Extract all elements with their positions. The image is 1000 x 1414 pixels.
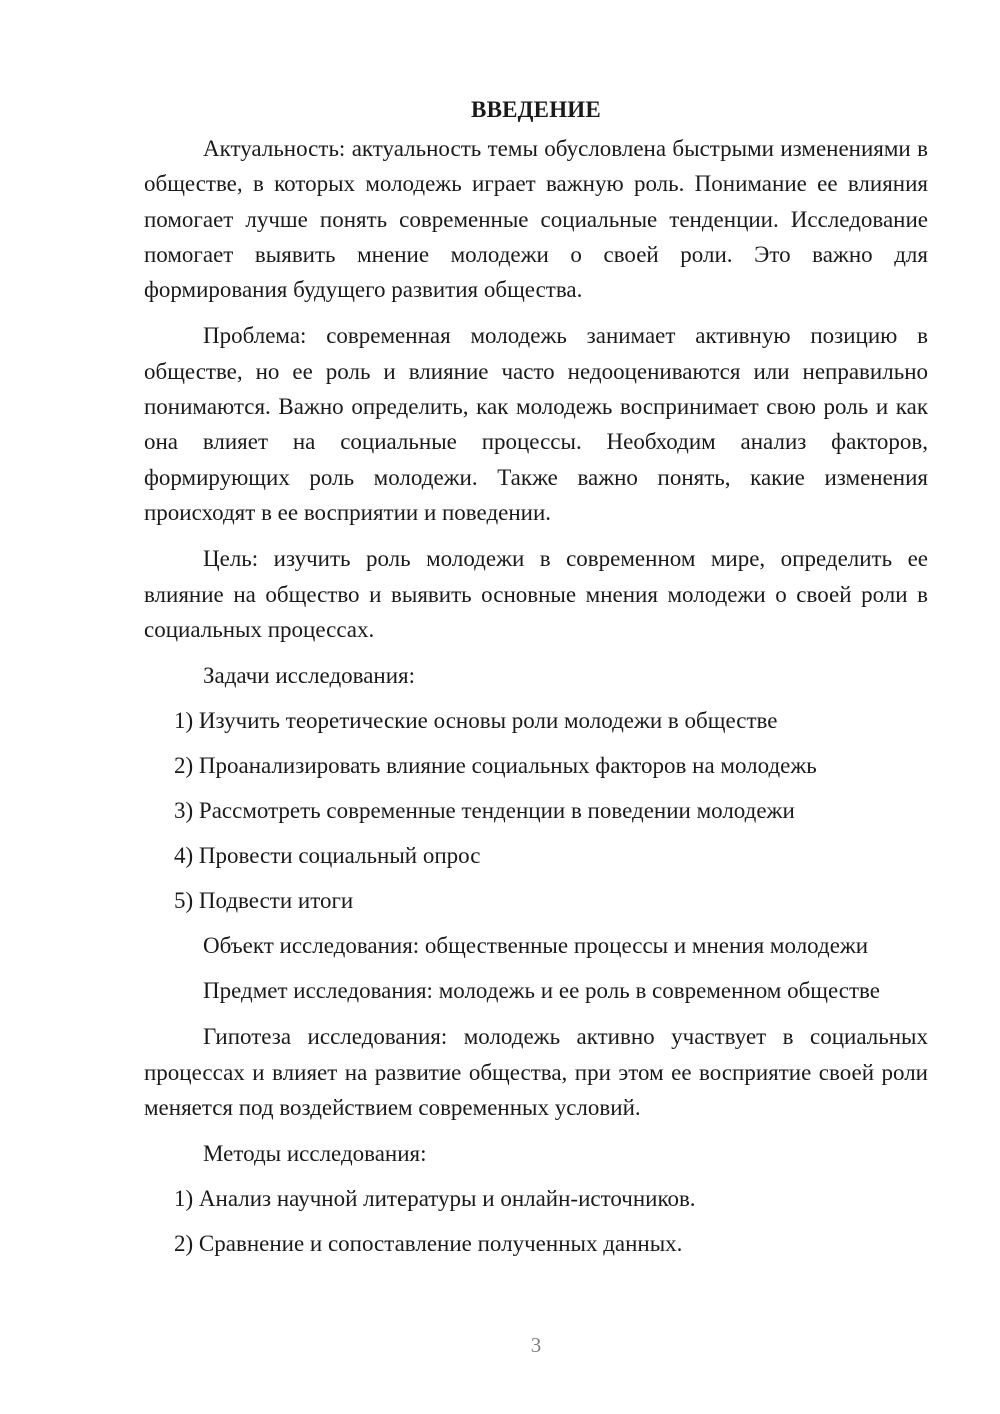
task-item-4: 4) Провести социальный опрос — [174, 843, 481, 869]
research-hypothesis: Гипотеза исследования: молодежь активно участвует в социальных процессах и влияет на развитие общества, при этом ее восприятие своей роли меняется под воздействием современных условий. — [144, 1024, 928, 1121]
task-item-5: 5) Подвести итоги — [174, 888, 354, 914]
method-item-2: 2) Сравнение и сопоставление полученных данных. — [174, 1231, 683, 1257]
method-item-1: 1) Анализ научной литературы и онлайн-источников. — [174, 1186, 696, 1212]
task-item-2: 2) Проанализировать влияние социальных факторов на молодежь — [174, 753, 817, 779]
page-title: ВВЕДЕНИЕ — [471, 97, 601, 122]
page-number: 3 — [530, 1333, 542, 1357]
goal-paragraph: Цель: изучить роль молодежи в современном мире, определить ее влияние на общество и выявить основные мнения молодежи о своей роли в социальных процессах. — [144, 546, 928, 642]
document-page — [144, 92, 928, 1271]
research-object: Объект исследования: общественные процессы и мнения молодежи — [203, 933, 869, 959]
task-item-3: 3) Рассмотреть современные тенденции в поведении молодежи — [174, 798, 795, 824]
task-item-1: 1) Изучить теоретические основы роли молодежи в обществе — [174, 708, 778, 734]
relevance-paragraph: Актуальность: актуальность темы обусловлена быстрыми изменениями в обществе, в которых молодежь играет важную роль. Понимание ее влияния помогает лучше понять современные социальные тенденции. Исследование помогает выявить мнение молодежи о своей роли. Это важно для формирования будущего развития общества. — [144, 136, 928, 303]
tasks-label: Задачи исследования: — [203, 663, 416, 689]
problem-paragraph: Проблема: современная молодежь занимает активную позицию в обществе, но ее роль и влияние часто недооцениваются или неправильно понимаются. Важно определить, как молодежь воспринимает свою роль и как она влияет на социальные процессы. Необходим анализ факторов, формирующих роль молодежи. Также важно понять, какие изменения происходят в ее восприятии и поведении. — [144, 323, 928, 525]
methods-label: Методы исследования: — [203, 1141, 427, 1167]
research-subject: Предмет исследования: молодежь и ее роль в современном обществе — [203, 978, 880, 1004]
